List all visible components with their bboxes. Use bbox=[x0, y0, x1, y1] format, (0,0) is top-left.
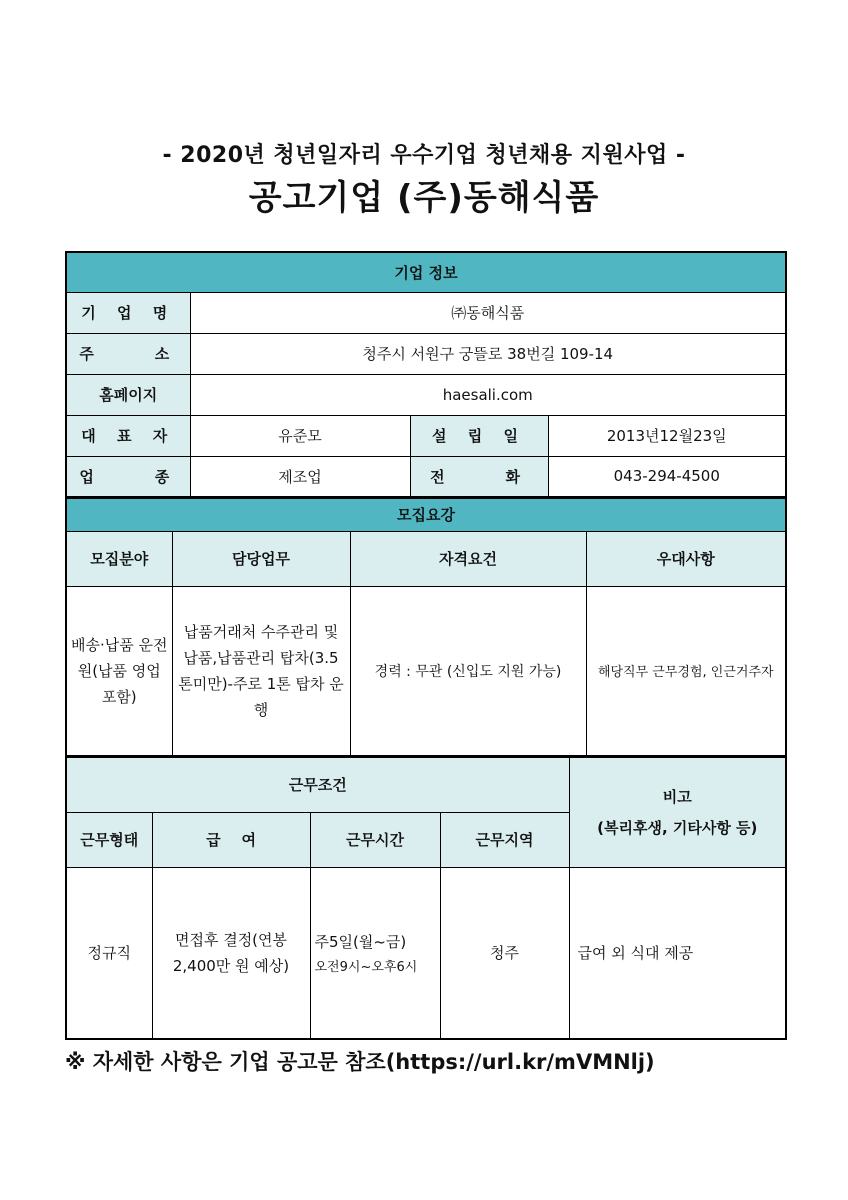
remarks-subtitle: (복리후생, 기타사항 등) bbox=[597, 819, 758, 838]
col-work-type: 근무형태 bbox=[66, 812, 152, 867]
recruit-duty: 납품거래처 수주관리 및 납품,납품관리 탑차(3.5톤미만)-주로 1톤 탑차 운행 bbox=[172, 586, 350, 756]
recruit-field: 배송·납품 운전원(납품 영업 포함) bbox=[66, 586, 172, 756]
work-type-value: 정규직 bbox=[66, 867, 152, 1039]
col-field: 모집분야 bbox=[66, 531, 172, 586]
salary-value: 면접후 결정(연봉2,400만 원 예상) bbox=[152, 867, 310, 1039]
address-label: 주 소 bbox=[66, 333, 190, 374]
homepage-value[interactable]: haesali.com bbox=[190, 374, 786, 415]
col-preference: 우대사항 bbox=[586, 531, 786, 586]
location-value: 청주 bbox=[440, 867, 569, 1039]
recruit-header: 모집요강 bbox=[66, 498, 786, 531]
industry-value: 제조업 bbox=[190, 456, 410, 497]
company-info-table bbox=[65, 251, 787, 498]
industry-label: 업 종 bbox=[66, 456, 190, 497]
founded-label: 설 립 일 bbox=[410, 415, 548, 456]
founded-value: 2013년12월23일 bbox=[548, 415, 786, 456]
company-info-header: 기업 정보 bbox=[66, 252, 786, 292]
phone-label: 전 화 bbox=[410, 456, 548, 497]
conditions-table bbox=[65, 756, 787, 1040]
col-location: 근무지역 bbox=[440, 812, 569, 867]
remarks-value: 급여 외 식대 제공 bbox=[569, 867, 786, 1039]
phone-value: 043-294-4500 bbox=[548, 456, 786, 497]
remarks-title: 비고 bbox=[662, 788, 692, 807]
hours-time: 오전9시~오후6시 bbox=[314, 959, 418, 975]
recruit-preference: 해당직무 근무경험, 인근거주자 bbox=[586, 586, 786, 756]
recruit-table bbox=[65, 497, 787, 757]
col-duty: 담당업무 bbox=[172, 531, 350, 586]
ceo-label: 대 표 자 bbox=[66, 415, 190, 456]
col-hours: 근무시간 bbox=[310, 812, 440, 867]
company-name-label: 기 업 명 bbox=[66, 292, 190, 333]
remarks-header bbox=[569, 757, 786, 867]
col-salary: 급 여 bbox=[152, 812, 310, 867]
col-qualification: 자격요건 bbox=[350, 531, 586, 586]
company-name-value: ㈜동해식품 bbox=[190, 292, 786, 333]
homepage-label: 홈페이지 bbox=[66, 374, 190, 415]
conditions-header: 근무조건 bbox=[66, 757, 569, 812]
footer-note: ※ 자세한 사항은 기업 공고문 참조(https://url.kr/mVMNlj) bbox=[65, 1050, 655, 1074]
page-subtitle: - 2020년 청년일자리 우수기업 청년채용 지원사업 - bbox=[162, 143, 686, 168]
page-title: 공고기업 (주)동해식품 bbox=[248, 178, 600, 218]
recruit-qualification: 경력 : 무관 (신입도 지원 가능) bbox=[350, 586, 586, 756]
ceo-value: 유준모 bbox=[190, 415, 410, 456]
address-value: 청주시 서원구 궁뜰로 38번길 109-14 bbox=[190, 333, 786, 374]
hours-days: 주5일(월~금) bbox=[314, 932, 407, 951]
hours-value bbox=[310, 867, 440, 1039]
